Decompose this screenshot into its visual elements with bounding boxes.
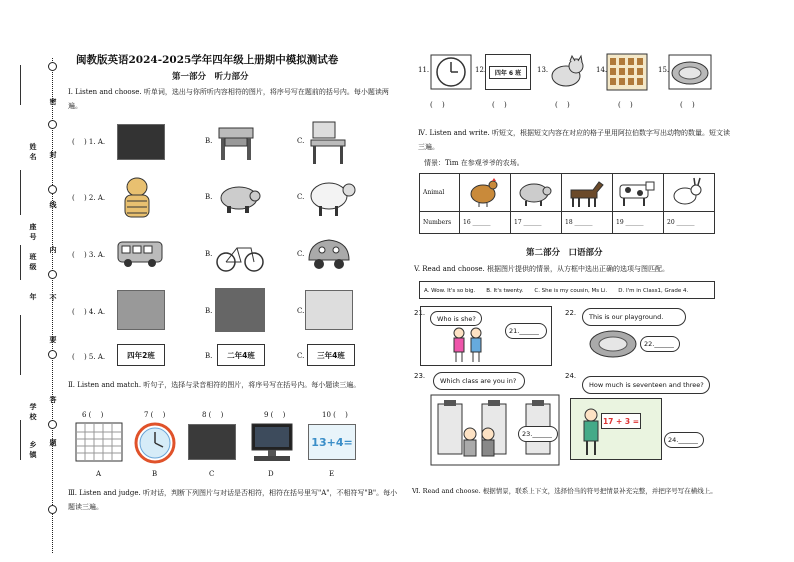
binding-line <box>20 315 21 375</box>
q2-letter-a: A <box>96 470 102 478</box>
q3-num-15: 15. <box>658 66 670 74</box>
math-card-image: 13+4= <box>308 424 356 460</box>
deer-group-image <box>606 53 648 91</box>
q24-speech-bubble: How much is seventeen and three? <box>582 376 710 394</box>
q1-row-number: ( ) 1. A. <box>72 138 106 146</box>
q4-situation: 情景：Tim 在参观爷爷的农场。 <box>424 159 524 167</box>
animal-header: Animal <box>420 174 460 212</box>
binding-line <box>20 420 21 460</box>
binding-field-name: 姓名 <box>29 142 37 161</box>
binding-line <box>20 245 21 280</box>
car-image <box>305 234 353 274</box>
punch-circle <box>48 270 57 279</box>
chair-image <box>305 120 353 166</box>
class-label-b: 二年4班 <box>217 344 265 366</box>
q1-row-number: ( ) 3. A. <box>72 251 106 259</box>
number-blank-17[interactable]: 17 ______ <box>511 212 562 234</box>
cow-image <box>616 176 656 208</box>
q3-num-11: 11. <box>418 66 430 74</box>
binding-field-class: 班级 <box>29 252 37 271</box>
number-blank-19[interactable]: 19 ______ <box>613 212 664 234</box>
two-girls-image <box>450 325 486 365</box>
class-sign: 四年 6 班 <box>489 66 527 79</box>
classroom-image <box>117 290 165 330</box>
q2-letter-c: C <box>209 470 215 478</box>
q2-blank-8: 8 ( ) <box>202 411 224 419</box>
q5-num-22: 22. <box>565 309 577 317</box>
binding-field-town: 乡镇 <box>29 440 37 459</box>
binding-strip <box>0 0 62 562</box>
school-building-image <box>215 288 265 332</box>
animal-cell <box>511 174 562 212</box>
q3-blank-14[interactable]: ( ) <box>618 101 633 109</box>
q1-b-label: B. <box>205 193 213 201</box>
q1-c-label: C. <box>297 193 305 201</box>
horse-image <box>565 176 605 208</box>
fold-char: 不 <box>49 293 57 302</box>
fold-char: 答 <box>49 395 57 404</box>
punch-circle <box>48 62 57 71</box>
pig-image <box>215 180 263 216</box>
punch-circle <box>48 505 57 514</box>
number-blank-18[interactable]: 18 ______ <box>562 212 613 234</box>
punch-circle <box>48 185 57 194</box>
q2-instruction: Ⅱ. Listen and match. 听句子，选择与录音相符的图片，将序号写在括号内。每小题读三遍。 <box>68 381 361 389</box>
q1-c-label: C. <box>297 250 305 258</box>
fold-char: 内 <box>49 245 57 254</box>
q1-b-label: B. <box>205 137 213 145</box>
exam-title: 闽教版英语2024-2025学年四年级上册期中模拟测试卷 <box>76 54 339 66</box>
sheep-image <box>305 176 357 220</box>
part1-heading: 第一部分 听力部分 <box>172 72 249 82</box>
blackboard-image-c <box>188 424 236 460</box>
q2-letter-e: E <box>329 470 335 478</box>
class-label-a: 四年2班 <box>117 344 165 366</box>
part2-heading: 第二部分 口语部分 <box>526 248 603 258</box>
binding-line <box>20 65 21 105</box>
cat-image <box>546 54 586 90</box>
q5-num-24: 24. <box>565 372 577 380</box>
q3-num-13: 13. <box>537 66 549 74</box>
q3-instruction: Ⅲ. Listen and judge. 听对话，判断下列图片与对话是否相符，相符在括号里写"A"，不相符写"B"。每小题读三遍。 <box>68 489 398 511</box>
q5-options-box: A. Wow. It's so big. B. It's twenty. C. She is my cousin, Ms Li. D. I'm in Class1, Grade 4. <box>419 281 715 299</box>
playground-image-22 <box>588 328 638 360</box>
q1-c-label: C. <box>297 137 305 145</box>
q23-speech-bubble: Which class are you in? <box>433 372 525 390</box>
q21-speech-bubble: Who is she? <box>430 311 482 326</box>
class-sign-frame <box>485 54 531 90</box>
q2-blank-7: 7 ( ) <box>144 411 166 419</box>
fold-dotted-line <box>52 58 54 553</box>
animal-cell <box>613 174 664 212</box>
numbers-row <box>420 212 715 234</box>
playground-image <box>668 54 712 90</box>
binding-field-seat: 座号 <box>29 222 37 241</box>
binding-line <box>20 170 21 215</box>
q6-instruction: Ⅵ. Read and choose. 根据情景，联系上下文，选择恰当的符号把情景补充完整，并把序号写在横线上。 <box>412 487 717 495</box>
fold-char: 要 <box>49 335 57 344</box>
q1-b-label: B. <box>205 250 213 258</box>
q1-b-label: B. <box>205 307 213 315</box>
q21-answer-blank[interactable]: 21.______ <box>505 323 547 339</box>
animal-cell <box>562 174 613 212</box>
q24-answer-blank[interactable]: 24.______ <box>664 432 704 448</box>
numbers-header: Numbers <box>420 212 460 234</box>
punch-circle <box>48 120 57 129</box>
clock-image-11 <box>430 54 472 90</box>
q23-answer-blank[interactable]: 23.______ <box>518 426 558 442</box>
q3-blank-11[interactable]: ( ) <box>430 101 445 109</box>
number-blank-16[interactable]: 16 ______ <box>460 212 511 234</box>
q1-instruction: Ⅰ. Listen and choose. 听单词，选出与你所听内容相符的图片，将序号写在题前的括号内。每小题读两遍。 <box>68 88 389 110</box>
q5-num-23: 23. <box>414 372 426 380</box>
animal-row <box>420 174 715 212</box>
q1-b-label: B. <box>205 352 213 360</box>
punch-circle <box>48 350 57 359</box>
q4-instruction: Ⅳ. Listen and write. 听短文，根据短文内容在对应的格子里用阿拉伯数字写出动物的数量。短文读三遍。 <box>418 129 730 151</box>
class-label-c: 三年4班 <box>307 344 355 366</box>
animal-cell <box>460 174 511 212</box>
q3-blank-15[interactable]: ( ) <box>680 101 695 109</box>
clock-image <box>133 422 177 464</box>
q24-board: 17 + 3 = <box>601 413 641 429</box>
q3-blank-13[interactable]: ( ) <box>555 101 570 109</box>
teacher-image <box>579 407 603 457</box>
q2-letter-d: D <box>268 470 274 478</box>
punch-circle <box>48 420 57 429</box>
calendar-image <box>75 422 123 462</box>
animal-table <box>419 173 715 234</box>
q2-blank-9: 9 ( ) <box>264 411 286 419</box>
q1-c-label: C. <box>297 352 305 360</box>
fold-char: 线 <box>49 200 57 209</box>
q22-answer-blank[interactable]: 22.______ <box>640 336 680 352</box>
q5-instruction: V. Read and choose. 根据图片提供的情景，从方框中选出正确的选项与图匹配。 <box>414 265 670 273</box>
fold-char: 题 <box>49 438 57 447</box>
binding-field-year: 年 <box>29 292 37 301</box>
q22-speech-bubble: This is our playground. <box>582 308 686 326</box>
q2-blank-6: 6 ( ) <box>82 411 104 419</box>
fold-char: 密 <box>49 97 57 106</box>
pig-image-table <box>514 176 554 208</box>
computer-image <box>248 422 296 464</box>
blackboard-image <box>117 124 165 160</box>
desk-image <box>215 122 257 164</box>
q1-c-label: C. <box>297 307 305 315</box>
number-blank-20[interactable]: 20 ______ <box>664 212 715 234</box>
binding-field-school: 学校 <box>29 402 37 421</box>
bicycle-image <box>215 236 265 274</box>
hen-image <box>463 176 503 208</box>
q24-scene <box>570 398 662 460</box>
q3-num-14: 14. <box>596 66 608 74</box>
bus-image <box>115 238 165 270</box>
fold-char: 封 <box>49 150 57 159</box>
q1-row-number: ( ) 2. A. <box>72 194 106 202</box>
rabbit-image <box>667 176 707 208</box>
animal-cell <box>664 174 715 212</box>
q5-num-21: 21. <box>414 309 426 317</box>
library-image <box>305 290 353 330</box>
tiger-image <box>115 175 160 221</box>
q2-blank-10: 10 ( ) <box>322 411 348 419</box>
q1-row-number: ( ) 5. A. <box>72 353 106 361</box>
q1-row-number: ( ) 4. A. <box>72 308 106 316</box>
q2-letter-b: B <box>152 470 158 478</box>
q3-blank-12[interactable]: ( ) <box>492 101 507 109</box>
q3-num-12: 12. <box>475 66 487 74</box>
